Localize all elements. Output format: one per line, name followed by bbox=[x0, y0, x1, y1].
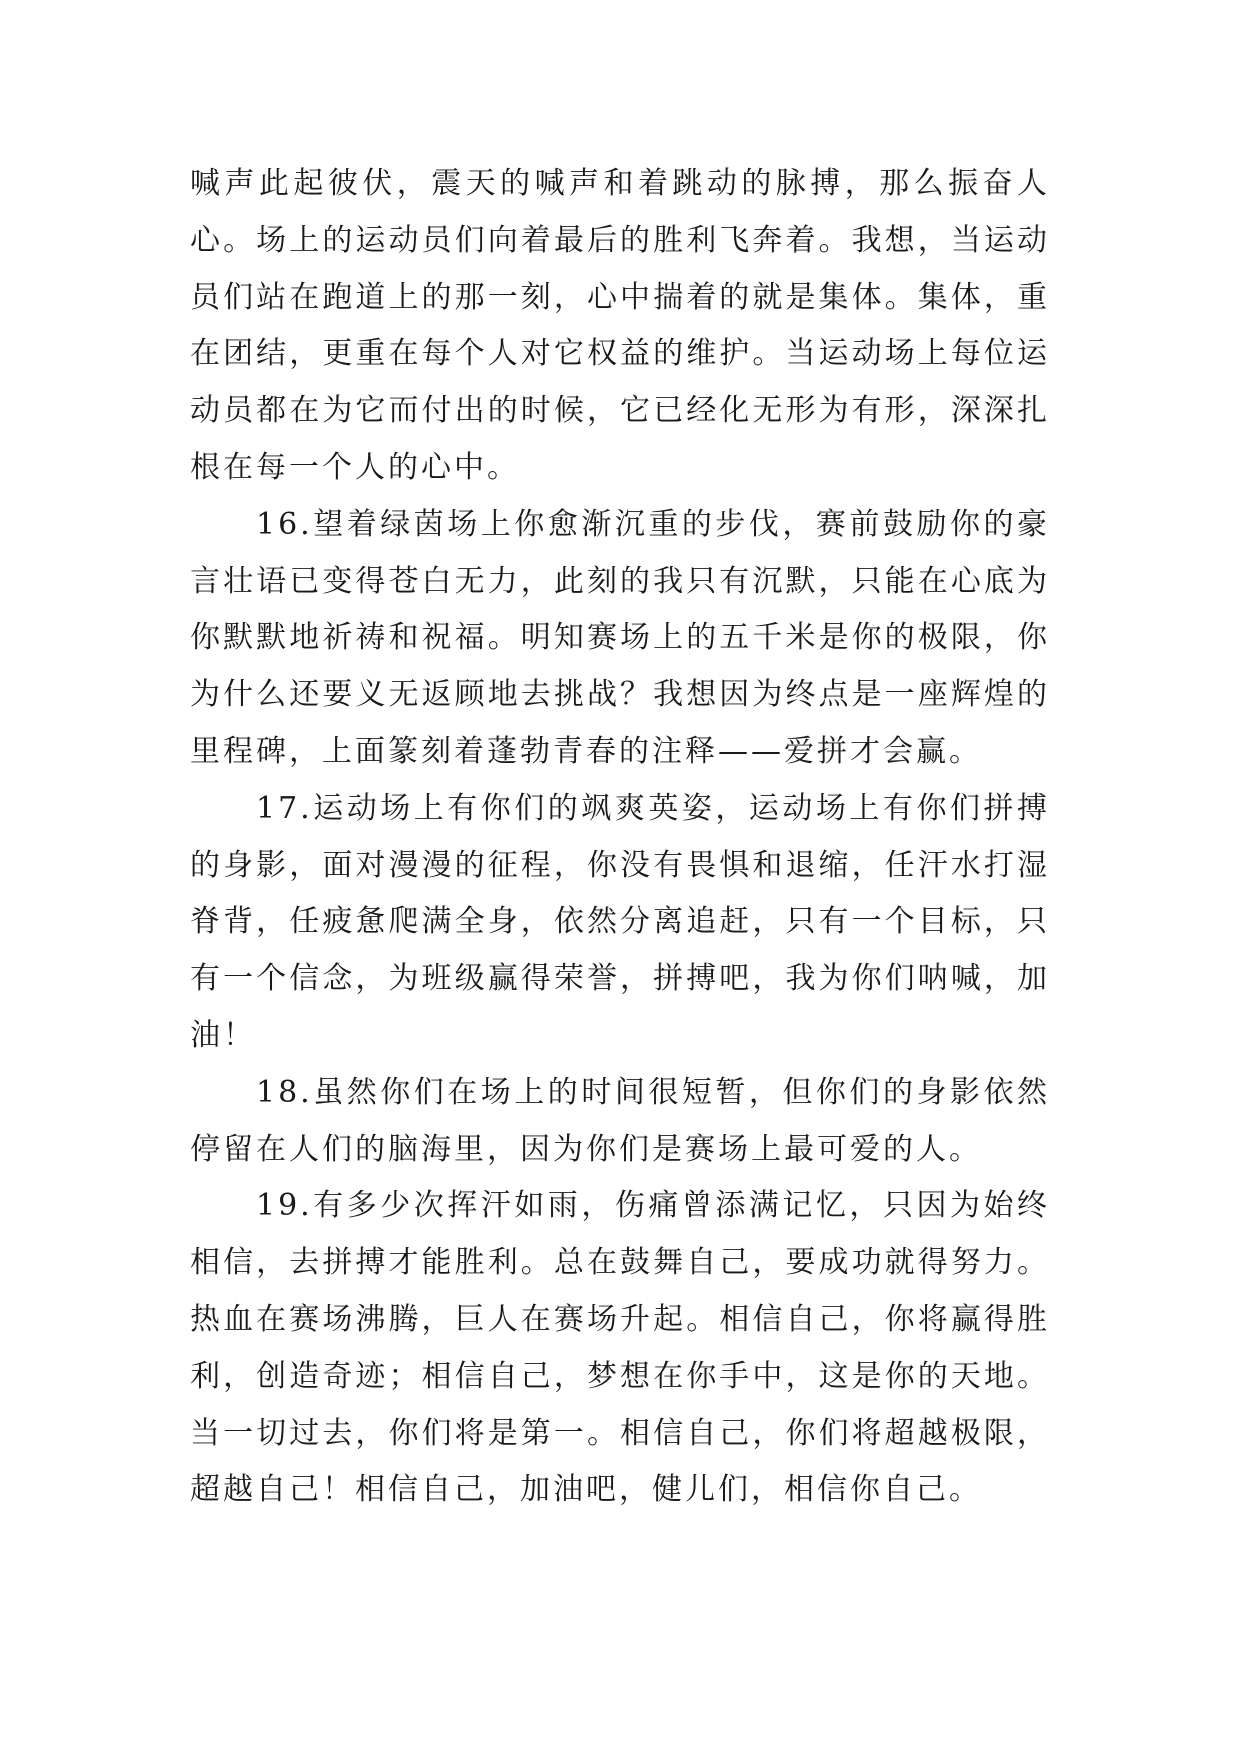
paragraph-continuation: 喊声此起彼伏，震天的喊声和着跳动的脉搏，那么振奋人心。场上的运动员们向着最后的胜利飞奔着。我想，当运动员们站在跑道上的那一刻，心中揣着的就是集体。集体，重在团结，更重在每个人对它权益的维护。当运动场上每位运动员都在为它而付出的时候，它已经化无形为有形，深深扎根在每一个人的心中。 bbox=[190, 166, 1050, 485]
paragraph-item-17: 17.运动场上有你们的飒爽英姿，运动场上有你们拼搏的身影，面对漫漫的征程，你没有畏惧和退缩，任汗水打湿脊背，任疲惫爬满全身，依然分离追赶，只有一个目标，只有一个信念，为班级赢得荣誉，拼搏吧，我为你们呐喊，加油！ bbox=[190, 790, 1050, 1053]
paragraph-item-16: 16.望着绿茵场上你愈渐沉重的步伐，赛前鼓励你的豪言壮语已变得苍白无力，此刻的我只有沉默，只能在心底为你默默地祈祷和祝福。明知赛场上的五千米是你的极限，你为什么还要义无返顾地去挑战？我想因为终点是一座辉煌的里程碑，上面篆刻着蓬勃青春的注释——爱拼才会赢。 bbox=[190, 506, 1050, 769]
paragraph-item-18: 18.虽然你们在场上的时间很短暂，但你们的身影依然停留在人们的脑海里，因为你们是赛场上最可爱的人。 bbox=[190, 1074, 1050, 1167]
document-body bbox=[190, 156, 1050, 1519]
paragraph-item-19: 19.有多少次挥汗如雨，伤痛曾添满记忆，只因为始终相信，去拼搏才能胜利。总在鼓舞自己，要成功就得努力。热血在赛场沸腾，巨人在赛场升起。相信自己，你将赢得胜利，创造奇迹；相信自己，梦想在你手中，这是你的天地。当一切过去，你们将是第一。相信自己，你们将超越极限，超越自己！相信自己，加油吧，健儿们，相信你自己。 bbox=[190, 1188, 1050, 1508]
